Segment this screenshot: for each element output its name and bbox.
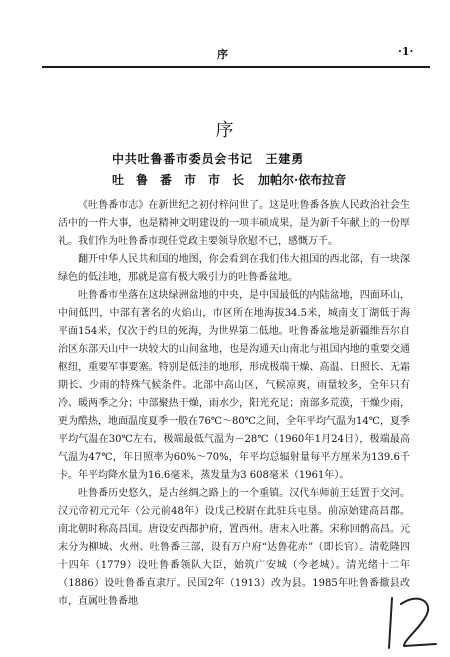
signature-line-mayor xyxy=(112,171,346,188)
signature-line-secretary: 中共吐鲁番市委员会书记 王建勇 xyxy=(112,152,305,166)
body-text xyxy=(58,197,410,611)
page-title: 序 xyxy=(215,120,235,141)
signature-mayor-role: 吐 鲁 番 市 市 长 xyxy=(112,173,245,187)
page-number: ·1· xyxy=(398,45,414,58)
header-rule xyxy=(42,66,430,68)
signature-mayor-name: 加帕尔·依布拉音 xyxy=(258,173,347,187)
paragraph: 吐鲁番市坐落在这块绿洲盆地的中央，是中国最低的内陆盆地，四面环山，中间低凹，中部有著名的火焰山，市区所在地海拔34.5米，城南支丁湖低于海平面154米，仅次于约旦的死海，为世界第二低地。吐鲁番盆地是新疆维吾尔自治区东部天山中一块较大的山间盆地，也是沟通天山南北与祖国内地的重要交通枢纽，重要军事要塞。特别是低洼的地形，形成极端干燥、高温、日照长、无霜期长、少雨的特殊气候条件。北部中高山区，气候凉爽，雨量较多，全年只有冷、暖两季之分；中部聚热干燥，雨水少，阳光充足；南部多荒漠，干燥少雨，更为酷热，地面温度夏季一般在76℃～80℃之间，全年平均气温为14℃，夏季平均气温在30℃左右，极端最低气温为－28℃（1960年1月24日），极端最高气温为47℃，年日照率为60%～70%，年平均总辐射量每平方厘米为139.6千卡。年平均降水量为16.6毫米，蒸发量为3 608毫米（1961年）。 xyxy=(58,290,410,481)
paragraph: 《吐鲁番市志》在新世纪之初付梓问世了。这是吐鲁番各族人民政治社会生活中的一件大事，也是精神文明建设的一项丰硕成果，是为新千年献上的一份厚礼。我们作为吐鲁番市现任党政主要领导欣慰不已，感慨万千。 xyxy=(58,200,410,247)
paragraph: 翻开中华人民共和国的地图，你会看到在我们伟大祖国的西北部，有一块深绿色的低洼地，那就是富有极大吸引力的吐鲁番盆地。 xyxy=(58,254,410,283)
paragraph: 吐鲁番历史悠久，是古丝绸之路上的一个重镇。汉代车师前王廷置于交河。汉元帝初元元年（公元前48年）设戊己校尉在此驻兵屯垦。前凉始建高昌郡。南北朝时称高昌国。唐设安西都护府，置西州。唐末入吐蕃。宋称回鹘高昌。元末分为柳城、火州、吐鲁番三部，设有万户府“达鲁花赤”（即长官）。清乾隆四十四年（1779）设吐鲁番领队大臣，始筑广安城（今老城）。清光绪十二年（1886）设吐鲁番直隶厅。民国2年（1913）改为县。1985年吐鲁番撤县改市，直属吐鲁番地 xyxy=(58,488,410,607)
running-header-title: 序 xyxy=(217,48,228,61)
